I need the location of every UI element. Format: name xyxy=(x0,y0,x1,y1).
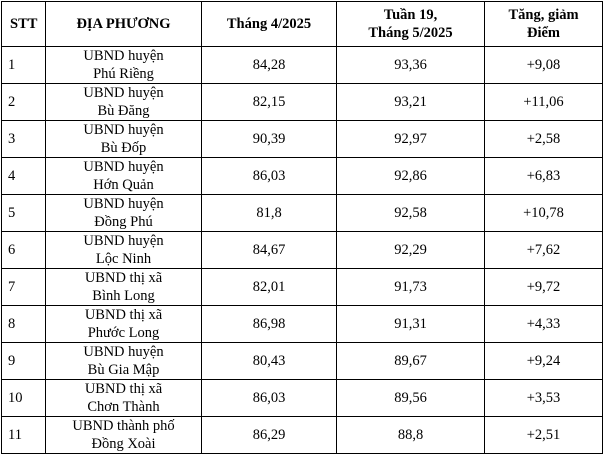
cell-change: +2,58 xyxy=(485,121,603,158)
table-row xyxy=(2,306,603,343)
header-row xyxy=(2,2,603,47)
cell-week: 91,73 xyxy=(337,269,485,306)
cell-week: 91,31 xyxy=(337,306,485,343)
locality-line2: Hớn Quản xyxy=(93,177,154,193)
cell-stt: 4 xyxy=(2,158,46,195)
cell-april: 90,39 xyxy=(202,121,337,158)
cell-week: 93,36 xyxy=(337,47,485,84)
table-header xyxy=(2,2,603,47)
cell-week: 92,97 xyxy=(337,121,485,158)
cell-change: +7,62 xyxy=(485,232,603,269)
header-change-line1: Tăng, giảm xyxy=(508,7,579,23)
cell-stt: 9 xyxy=(2,343,46,380)
cell-change: +3,53 xyxy=(485,380,603,417)
cell-stt: 6 xyxy=(2,232,46,269)
locality-line1: UBND huyện xyxy=(83,122,164,138)
locality-line1: UBND huyện xyxy=(83,196,164,212)
cell-stt: 1 xyxy=(2,47,46,84)
cell-locality xyxy=(46,380,202,417)
cell-change: +2,51 xyxy=(485,417,603,454)
cell-week: 89,56 xyxy=(337,380,485,417)
cell-change: +9,24 xyxy=(485,343,603,380)
table-row xyxy=(2,84,603,121)
locality-line2: Lộc Ninh xyxy=(95,251,152,267)
cell-change: +4,33 xyxy=(485,306,603,343)
locality-line2: Đồng Phú xyxy=(94,214,153,230)
cell-locality xyxy=(46,417,202,454)
cell-change: +9,08 xyxy=(485,47,603,84)
cell-april: 82,15 xyxy=(202,84,337,121)
header-week xyxy=(337,2,485,47)
locality-line1: UBND huyện xyxy=(83,344,164,360)
locality-line2: Bù Đăng xyxy=(97,103,150,119)
cell-april: 84,67 xyxy=(202,232,337,269)
cell-locality xyxy=(46,47,202,84)
cell-change: +11,06 xyxy=(485,84,603,121)
locality-line1: UBND huyện xyxy=(83,159,164,175)
cell-april: 86,03 xyxy=(202,380,337,417)
locality-line1: UBND thị xã xyxy=(84,270,163,286)
header-change-line2: Điểm xyxy=(526,25,560,41)
cell-april: 81,8 xyxy=(202,195,337,232)
locality-line2: Phú Riềng xyxy=(93,66,154,82)
table-row xyxy=(2,380,603,417)
header-change xyxy=(485,2,603,47)
cell-locality xyxy=(46,306,202,343)
cell-april: 84,28 xyxy=(202,47,337,84)
cell-stt: 10 xyxy=(2,380,46,417)
table-row xyxy=(2,343,603,380)
locality-line1: UBND thành phố xyxy=(72,418,175,434)
locality-line2: Bù Gia Mập xyxy=(87,362,160,378)
locality-line1: UBND huyện xyxy=(83,85,164,101)
cell-locality xyxy=(46,195,202,232)
cell-week: 93,21 xyxy=(337,84,485,121)
table-row xyxy=(2,121,603,158)
locality-line1: UBND thị xã xyxy=(84,307,163,323)
cell-stt: 3 xyxy=(2,121,46,158)
table-body xyxy=(2,47,603,454)
cell-locality xyxy=(46,84,202,121)
cell-change: +9,72 xyxy=(485,269,603,306)
cell-locality xyxy=(46,121,202,158)
table-row xyxy=(2,232,603,269)
table-row xyxy=(2,269,603,306)
locality-line2: Bình Long xyxy=(92,288,155,304)
table-row xyxy=(2,47,603,84)
table-row xyxy=(2,158,603,195)
table-row xyxy=(2,417,603,454)
cell-april: 80,43 xyxy=(202,343,337,380)
locality-line1: UBND huyện xyxy=(83,48,164,64)
cell-change: +6,83 xyxy=(485,158,603,195)
header-stt: STT xyxy=(2,2,46,47)
locality-line2: Phước Long xyxy=(87,325,160,341)
cell-april: 86,98 xyxy=(202,306,337,343)
cell-locality xyxy=(46,269,202,306)
table-row xyxy=(2,195,603,232)
ranking-table xyxy=(1,1,603,454)
cell-locality xyxy=(46,158,202,195)
cell-week: 88,8 xyxy=(337,417,485,454)
cell-week: 92,86 xyxy=(337,158,485,195)
header-locality: ĐỊA PHƯƠNG xyxy=(46,2,202,47)
cell-stt: 2 xyxy=(2,84,46,121)
header-week-line2: Tháng 5/2025 xyxy=(368,25,453,41)
cell-stt: 11 xyxy=(2,417,46,454)
header-april: Tháng 4/2025 xyxy=(202,2,337,47)
locality-line2: Đồng Xoài xyxy=(91,436,156,452)
cell-locality xyxy=(46,343,202,380)
cell-april: 82,01 xyxy=(202,269,337,306)
cell-change: +10,78 xyxy=(485,195,603,232)
cell-april: 86,29 xyxy=(202,417,337,454)
cell-week: 92,58 xyxy=(337,195,485,232)
cell-stt: 7 xyxy=(2,269,46,306)
cell-april: 86,03 xyxy=(202,158,337,195)
locality-line1: UBND thị xã xyxy=(84,381,163,397)
cell-week: 89,67 xyxy=(337,343,485,380)
cell-week: 92,29 xyxy=(337,232,485,269)
cell-stt: 8 xyxy=(2,306,46,343)
cell-locality xyxy=(46,232,202,269)
locality-line2: Bù Đốp xyxy=(100,140,147,156)
header-week-line1: Tuần 19, xyxy=(383,7,438,23)
cell-stt: 5 xyxy=(2,195,46,232)
locality-line1: UBND huyện xyxy=(83,233,164,249)
locality-line2: Chơn Thành xyxy=(87,399,160,415)
